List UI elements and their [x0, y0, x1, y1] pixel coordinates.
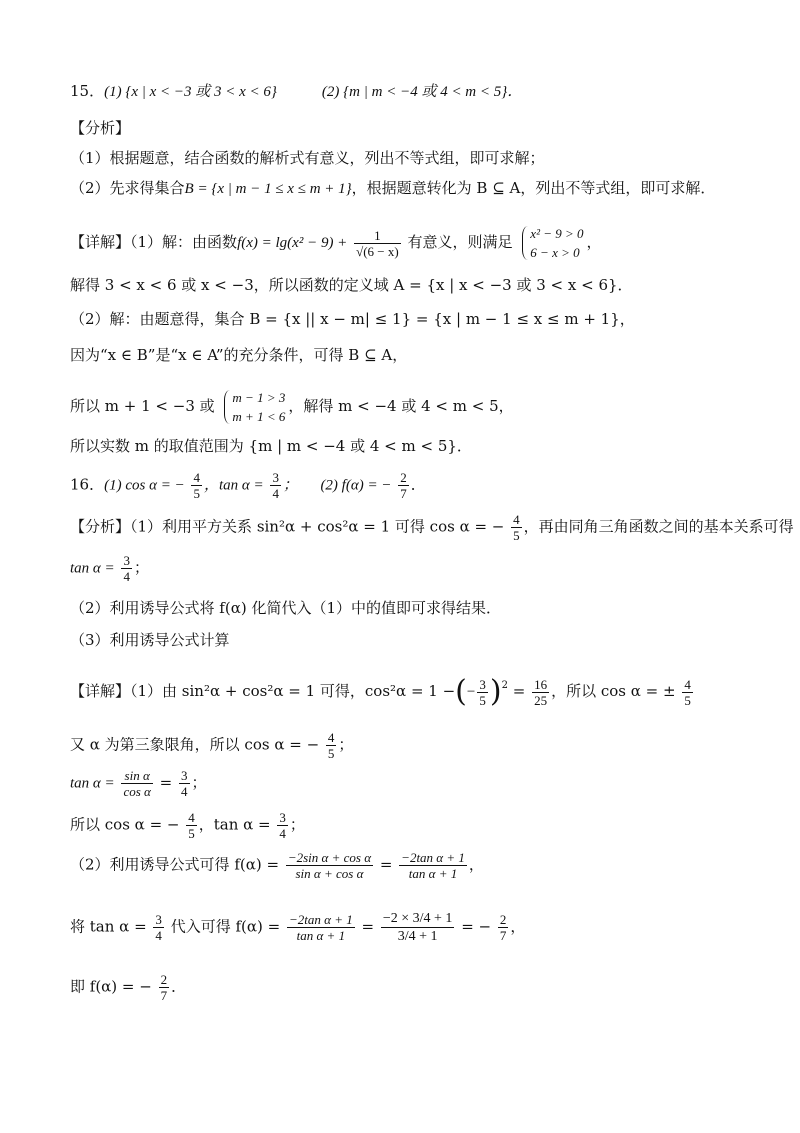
q16-analysis-2: tan α = $\frac{3}{4}$ ； [70, 553, 149, 584]
q15-analysis-1: （1）根据题意，结合函数的解析式有意义，列出不等式组，即可求解； [70, 149, 545, 167]
inequality-system: m − 1 > 3 m + 1 < 6 [222, 388, 285, 426]
fraction: $\frac{\text{−2tan α + 1}}{\text{tan α + 1}}$ [288, 912, 353, 943]
q15-answer-line [70, 81, 522, 102]
q16-detail-1: 【详解】（1）由 sin²α + cos²α = 1 可得，cos²α = 1 −(− $\frac{3}{5}$ )$^2$ = $\frac{16}{25}$ ，所以 cos α = ± $\frac{4}{5}$ [70, 674, 691, 709]
q15-number: 15． [70, 82, 105, 100]
fraction: $\frac{3}{5}$ [479, 676, 486, 708]
inequality-system: x² − 9 > 0 6 − x > 0 [520, 224, 583, 262]
fraction: $\frac{4}{5}$ [188, 810, 195, 841]
q15-detail-1: 【详解】（1）解：由函数f(x) = lg(x² − 9) + $\frac{1}{√(6 - x)}$ 有意义，则满足 x² − 9 > 0 6 − x > 0 ， [70, 226, 602, 260]
detail-label: 【详解】 [70, 233, 131, 251]
q16-detail-4: 所以 cos α = − $\frac{4}{5}$ ，tan α = $\frac{3}{4}$ ； [70, 810, 305, 841]
fraction: $\frac{4}{5}$ [327, 730, 335, 761]
q15-detail-3: （2）解：由题意得，集合 B = {x || x − m| ≤ 1} = {x | m − 1 ≤ x ≤ m + 1}， [70, 310, 635, 328]
q16-analysis-4: （3）利用诱导公式计算 [70, 631, 230, 649]
q15-detail-4: 因为“x ∈ B”是“x ∈ A”的充分条件，可得 B ⊆ A， [70, 346, 408, 364]
fraction: $\frac{4}{5}$ [684, 676, 691, 708]
fraction: $\frac{3}{4}$ [123, 553, 130, 584]
fraction: $\frac{2}{7}$ [400, 470, 407, 501]
q15-answer: (1) {x | x < −3 或 3 < x < 6} (2) {m | m < −4 或 4 < m < 5}． [104, 84, 523, 100]
q16-analysis-3: （2）利用诱导公式将 f(α) 化简代入（1）中的值即可求得结果． [70, 599, 502, 617]
q15-detail-2: 解得 3 < x < 6 或 x < −3，所以函数的定义域 A = {x | x < −3 或 3 < x < 6}． [70, 276, 633, 294]
q16-number: 16． [70, 475, 105, 494]
q16-detail-5: （2）利用诱导公式可得 f(α) = $\frac{\text{−2sin α + cos α}}{\text{sin α + cos α}}$ = $\frac{\text{−2tan α + 1}}{\text{tan α + 1}}$ ， [70, 850, 484, 881]
fraction: $\frac{4}{5}$ [193, 470, 200, 501]
q16-answer-line: 16．(1) cos α = − $\frac{4}{5}$ ，tan α = $\frac{3}{4}$ ； (2) f(α) = − $\frac{2}{7}$ ． [70, 470, 426, 501]
q16-detail-2: 又 α 为第三象限角，所以 cos α = − $\frac{4}{5}$ ； [70, 730, 354, 761]
q16-analysis-1: 【分析】（1）利用平方关系 sin²α + cos²α = 1 可得 cos α = − $\frac{4}{5}$ ，再由同角三角函数之间的基本关系可得 [70, 512, 794, 543]
q15-analysis-2: （2）先求得集合B = {x | m − 1 ≤ x ≤ m + 1}，根据题意转化为 B ⊆ A，列出不等式组，即可求解． [70, 179, 716, 197]
q15-analysis-label: 【分析】 [70, 119, 131, 137]
fraction: $\frac{1}{√(6 - x)}$ [356, 227, 399, 259]
fraction: $\frac{16}{25}$ [534, 676, 548, 708]
fraction: $\frac{3}{4}$ [155, 912, 162, 943]
compound-fraction: $\frac{-2 \times 3/4 + 1}{3/4 + 1}$ [382, 911, 453, 944]
fraction: $\frac{3}{4}$ [279, 810, 286, 841]
fraction: $\frac{4}{5}$ [513, 512, 520, 543]
fraction: $\frac{2}{7}$ [499, 912, 507, 943]
fraction: $\frac{3}{4}$ [181, 768, 188, 799]
fraction: $\frac{2}{7}$ [160, 972, 168, 1003]
q16-detail-3: tan α = $\frac{\text{sin α}}{\text{cos α}}$ = $\frac{3}{4}$ ； [70, 768, 207, 799]
q16-detail-6: 将 tan α = $\frac{3}{4}$ 代入可得 f(α) = $\frac{\text{−2tan α + 1}}{\text{tan α + 1}}$ = $\frac{-2 \times 3/4 + 1}{3/4 + 1}$ = − $\frac{2}{7}$ ， [70, 911, 526, 944]
q15-detail-6: 所以实数 m 的取值范围为 {m | m < −4 或 4 < m < 5}． [70, 437, 472, 455]
fraction: $\frac{\text{sin α}}{\text{cos α}}$ [123, 768, 151, 799]
fraction: $\frac{\text{−2tan α + 1}}{\text{tan α + 1}}$ [401, 850, 465, 881]
fraction: $\frac{\text{−2sin α + cos α}}{\text{sin α + cos α}}$ [287, 850, 372, 881]
q15-detail-5: 所以 m + 1 < −3 或 m − 1 > 3 m + 1 < 6 ，解得 m < −4 或 4 < m < 5， [70, 390, 514, 424]
q16-detail-7: 即 f(α) = − $\frac{2}{7}$ ． [70, 972, 187, 1003]
fraction: $\frac{3}{4}$ [272, 470, 279, 501]
